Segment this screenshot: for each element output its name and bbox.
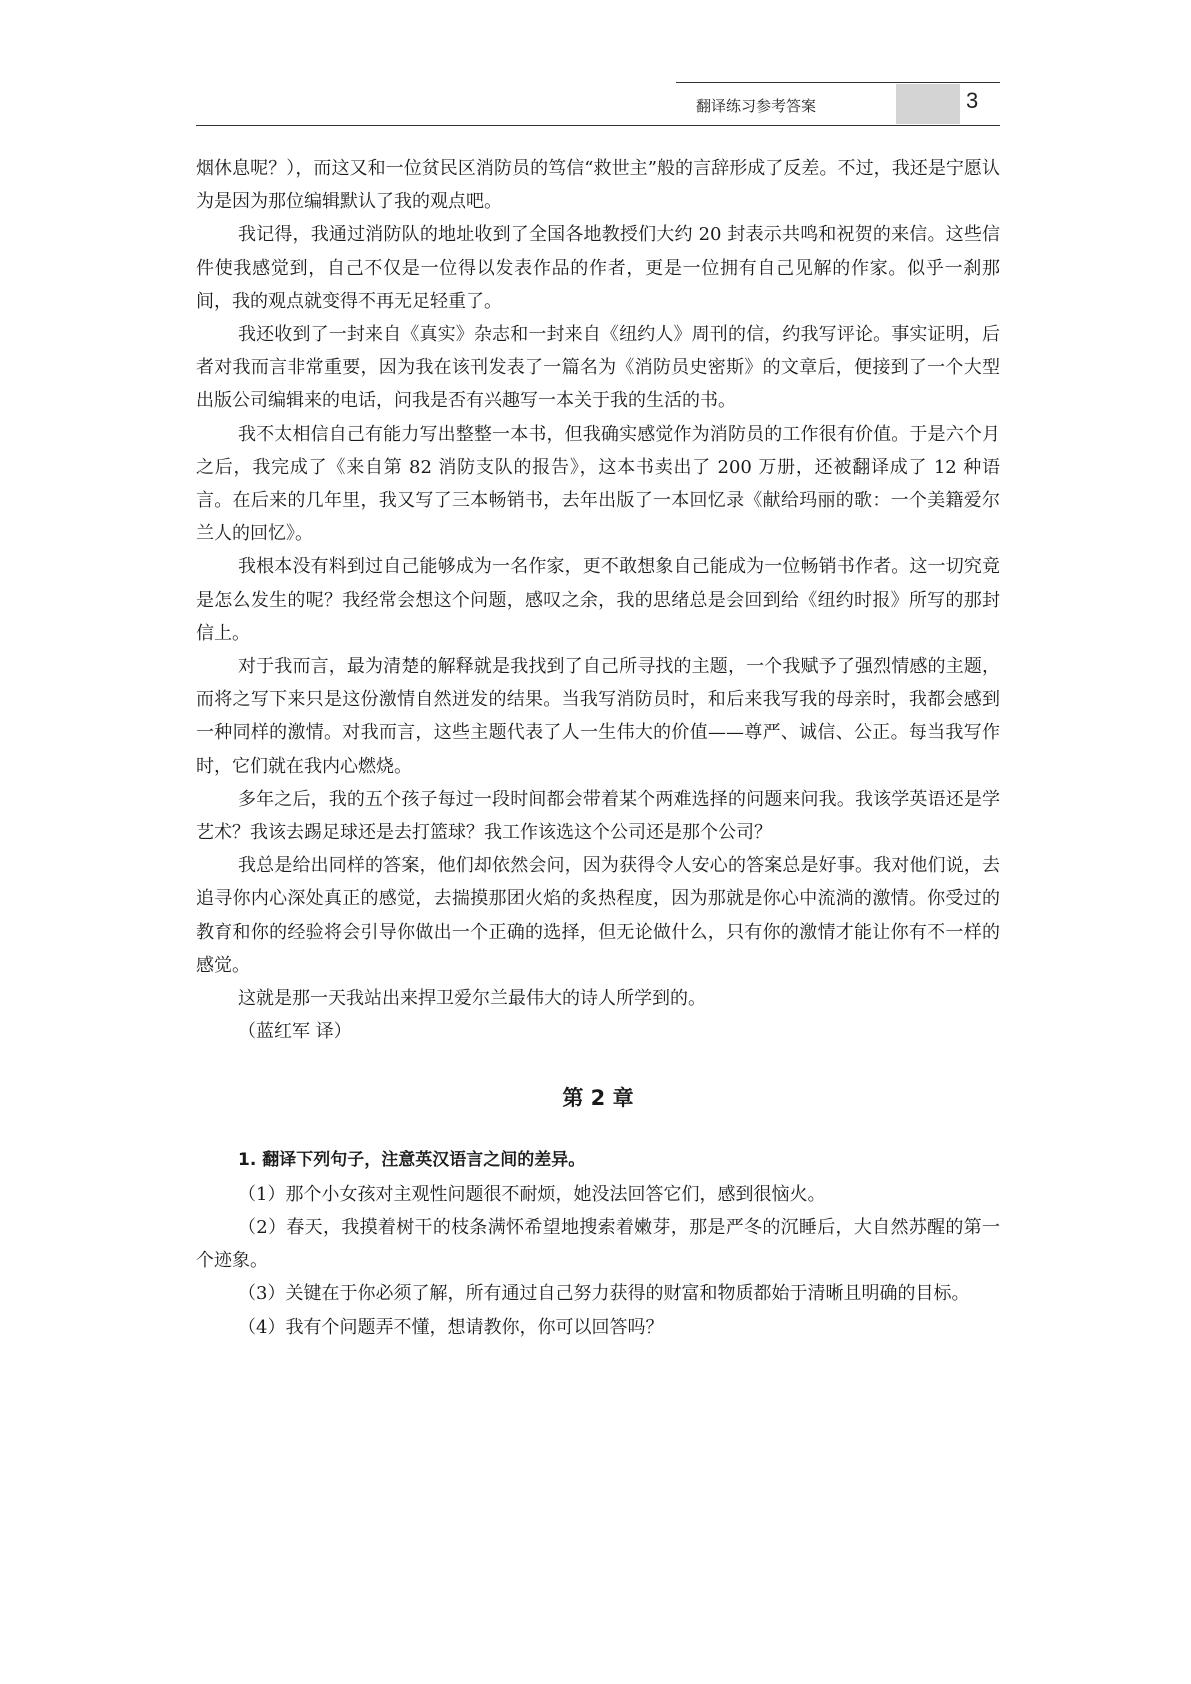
exercise-item: （3）关键在于你必须了解，所有通过自己努力获得的财富和物质都始于清晰且明确的目标。 [238,1283,970,1305]
running-title: 翻译练习参考答案 [696,97,817,115]
translator-credit: （蓝红军 译） [238,1021,352,1043]
paragraph: 我不太相信自己有能力写出整整一本书，但我确实感觉作为消防员的工作很有价值。于是六个月之后，我完成了《来自第 82 消防支队的报告》，这本书卖出了 200 万册，还被翻译成了 12 种语言。在后来的几年里，我又写了三本畅销书，去年出版了一本回忆录《献给玛丽的歌：一个美籍爱尔兰人的回忆》。 [196,423,1000,545]
page-body [196,152,1000,1344]
paragraph-continued: 烟休息呢？），而这又和一位贫民区消防员的笃信“救世主”般的言辞形成了反差。不过，我还是宁愿认为是因为那位编辑默认了我的观点吧。 [196,158,1000,213]
paragraph: 我总是给出同样的答案，他们却依然会问，因为获得令人安心的答案总是好事。我对他们说，去追寻你内心深处真正的感觉，去揣摸那团火焰的炙热程度，因为那就是你心中流淌的激情。你受过的教育和你的经验将会引导你做出一个正确的选择，但无论做什么，只有你的激情才能让你有不一样的感觉。 [196,855,1000,976]
header-bottom-rule [196,125,1000,126]
paragraph: 我还收到了一封来自《真实》杂志和一封来自《纽约人》周刊的信，约我写评论。事实证明，后者对我而言非常重要，因为我在该刊发表了一篇名为《消防员史密斯》的文章后，便接到了一个大型出版公司编辑来的电话，问我是否有兴趣写一本关于我的生活的书。 [196,324,1000,412]
chapter-title: 第 2 章 [562,1086,634,1111]
exercise-item: （4）我有个问题弄不懂，想请教你，你可以回答吗？ [238,1316,664,1338]
paragraph: 这就是那一天我站出来捍卫爱尔兰最伟大的诗人所学到的。 [238,988,706,1010]
header-gray-block [896,84,960,124]
page-header [196,82,1000,126]
exercise-heading: 1. 翻译下列句子，注意英汉语言之间的差异。 [238,1150,586,1171]
paragraph: 我根本没有料到过自己能够成为一名作家，更不敢想象自己能成为一位畅销书作者。这一切究竟是怎么发生的呢？我经常会想这个问题，感叹之余，我的思绪总是会回到给《纽约时报》所写的那封信上。 [196,556,1000,644]
header-top-rule [676,82,1000,83]
paragraph: 多年之后，我的五个孩子每过一段时间都会带着某个两难选择的问题来问我。我该学英语还是学艺术？我该去踢足球还是去打篮球？我工作该选这个公司还是那个公司？ [196,788,1000,844]
paragraph: 对于我而言，最为清楚的解释就是我找到了自己所寻找的主题，一个我赋予了强烈情感的主题，而将之写下来只是这份激情自然迸发的结果。当我写消防员时，和后来我写我的母亲时，我都会感到一种同样的激情。对我而言，这些主题代表了人一生伟大的价值——尊严、诚信、公正。每当我写作时，它们就在我内心燃烧。 [196,656,1000,777]
page-number: 3 [966,88,979,113]
exercise-item: （1）那个小女孩对主观性问题很不耐烦，她没法回答它们，感到很恼火。 [238,1183,826,1205]
paragraph: 我记得，我通过消防队的地址收到了全国各地教授们大约 20 封表示共鸣和祝贺的来信。这些信件使我感觉到，自己不仅是一位得以发表作品的作者，更是一位拥有自己见解的作家。似乎一刹那间，我的观点就变得不再无足轻重了。 [196,224,1000,312]
exercise-item: （2）春天，我摸着树干的枝条满怀希望地搜索着嫩芽，那是严冬的沉睡后，大自然苏醒的第一个迹象。 [196,1216,1000,1272]
